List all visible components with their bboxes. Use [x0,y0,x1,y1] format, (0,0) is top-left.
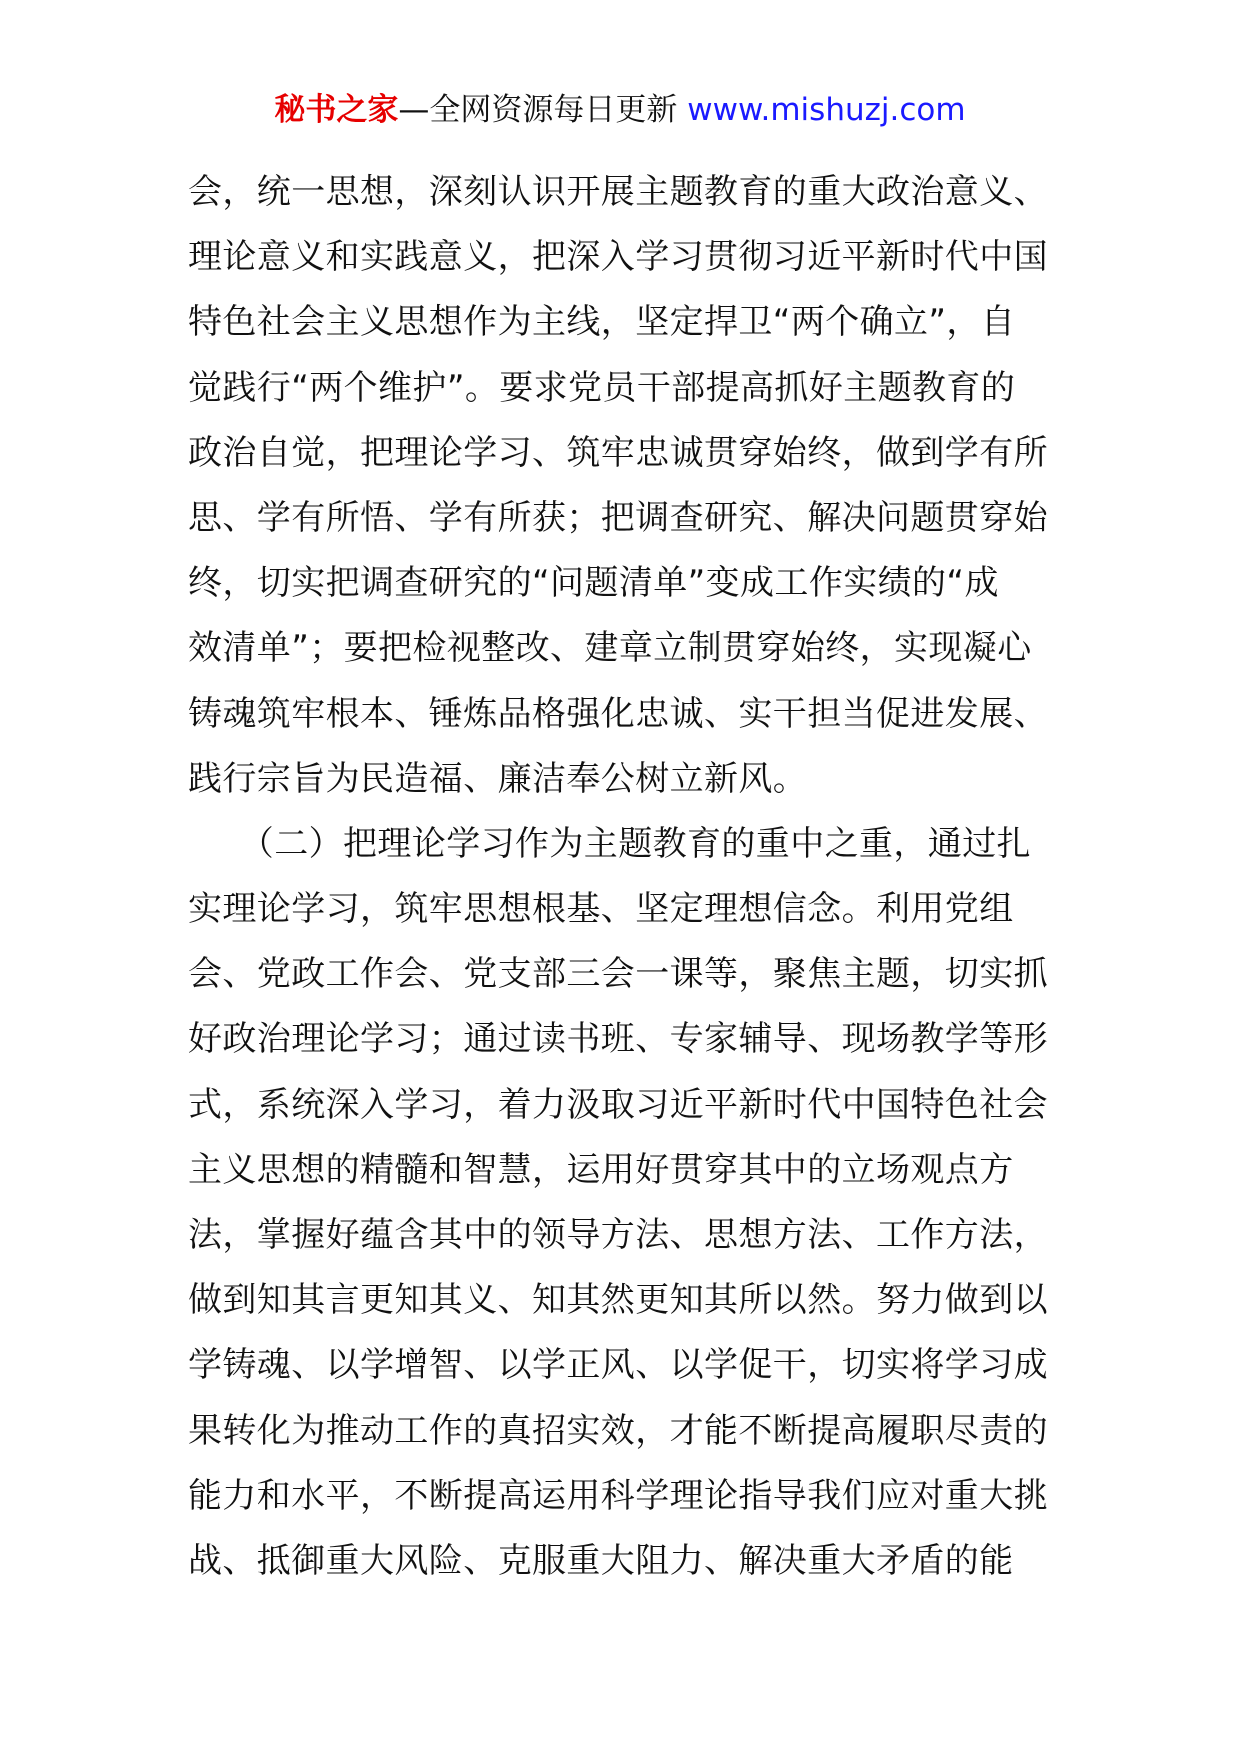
text-line: 会、党政工作会、党支部三会一课等，聚焦主题，切实抓 [188,954,1048,995]
text-line: 觉践行“两个维护”。要求党员干部提高抓好主题教育的 [188,367,1016,408]
text-line: 效清单”；要把检视整改、建章立制贯穿始终，实现凝心 [188,628,1032,669]
text-line: 特色社会主义思想作为主线，坚定捍卫“两个确立”，自 [188,302,1016,343]
text-line: （二）把理论学习作为主题教育的重中之重，通过扎 [188,823,1031,864]
text-line: 理论意义和实践意义，把深入学习贯彻习近平新时代中国 [188,237,1048,278]
text-line: 政治自觉，把理论学习、筑牢忠诚贯穿始终，做到学有所 [188,432,1048,473]
text-line: 践行宗旨为民造福、廉洁奉公树立新风。 [188,758,808,799]
text-line: 实理论学习，筑牢思想根基、坚定理想信念。利用党组 [188,889,1014,930]
text-line: 会，统一思想，深刻认识开展主题教育的重大政治意义、 [188,172,1048,212]
header-slogan: —全网资源每日更新 [398,92,688,128]
text-line: 式，系统深入学习，着力汲取习近平新时代中国特色社会 [188,1084,1048,1125]
text-line: 终，切实把调查研究的“问题清单”变成工作实绩的“成 [188,563,999,604]
document-body [188,160,1058,1594]
text-line: 思、学有所悟、学有所获；把调查研究、解决问题贯穿始 [188,497,1048,538]
text-line: 战、抵御重大风险、克服重大阻力、解决重大矛盾的能 [188,1540,1014,1581]
text-line: 主义思想的精髓和智慧，运用好贯穿其中的立场观点方 [188,1149,1014,1190]
text-line: 果转化为推动工作的真招实效，才能不断提高履职尽责的 [188,1410,1048,1451]
text-line: 做到知其言更知其义、知其然更知其所以然。努力做到以 [188,1280,1048,1321]
text-line: 学铸魂、以学增智、以学正风、以学促干，切实将学习成 [188,1345,1048,1386]
text-line: 法，掌握好蕴含其中的领导方法、思想方法、工作方法， [188,1215,1048,1255]
header-brand: 秘书之家 [274,92,399,128]
text-line: 能力和水平，不断提高运用科学理论指导我们应对重大挑 [188,1475,1048,1516]
text-line: 铸魂筑牢根本、锤炼品格强化忠诚、实干担当促进发展、 [188,693,1048,734]
header-site-link[interactable]: www.mishuzj.com [687,92,966,128]
text-line: 好政治理论学习；通过读书班、专家辅导、现场教学等形 [188,1019,1048,1060]
page-header [0,92,1240,129]
